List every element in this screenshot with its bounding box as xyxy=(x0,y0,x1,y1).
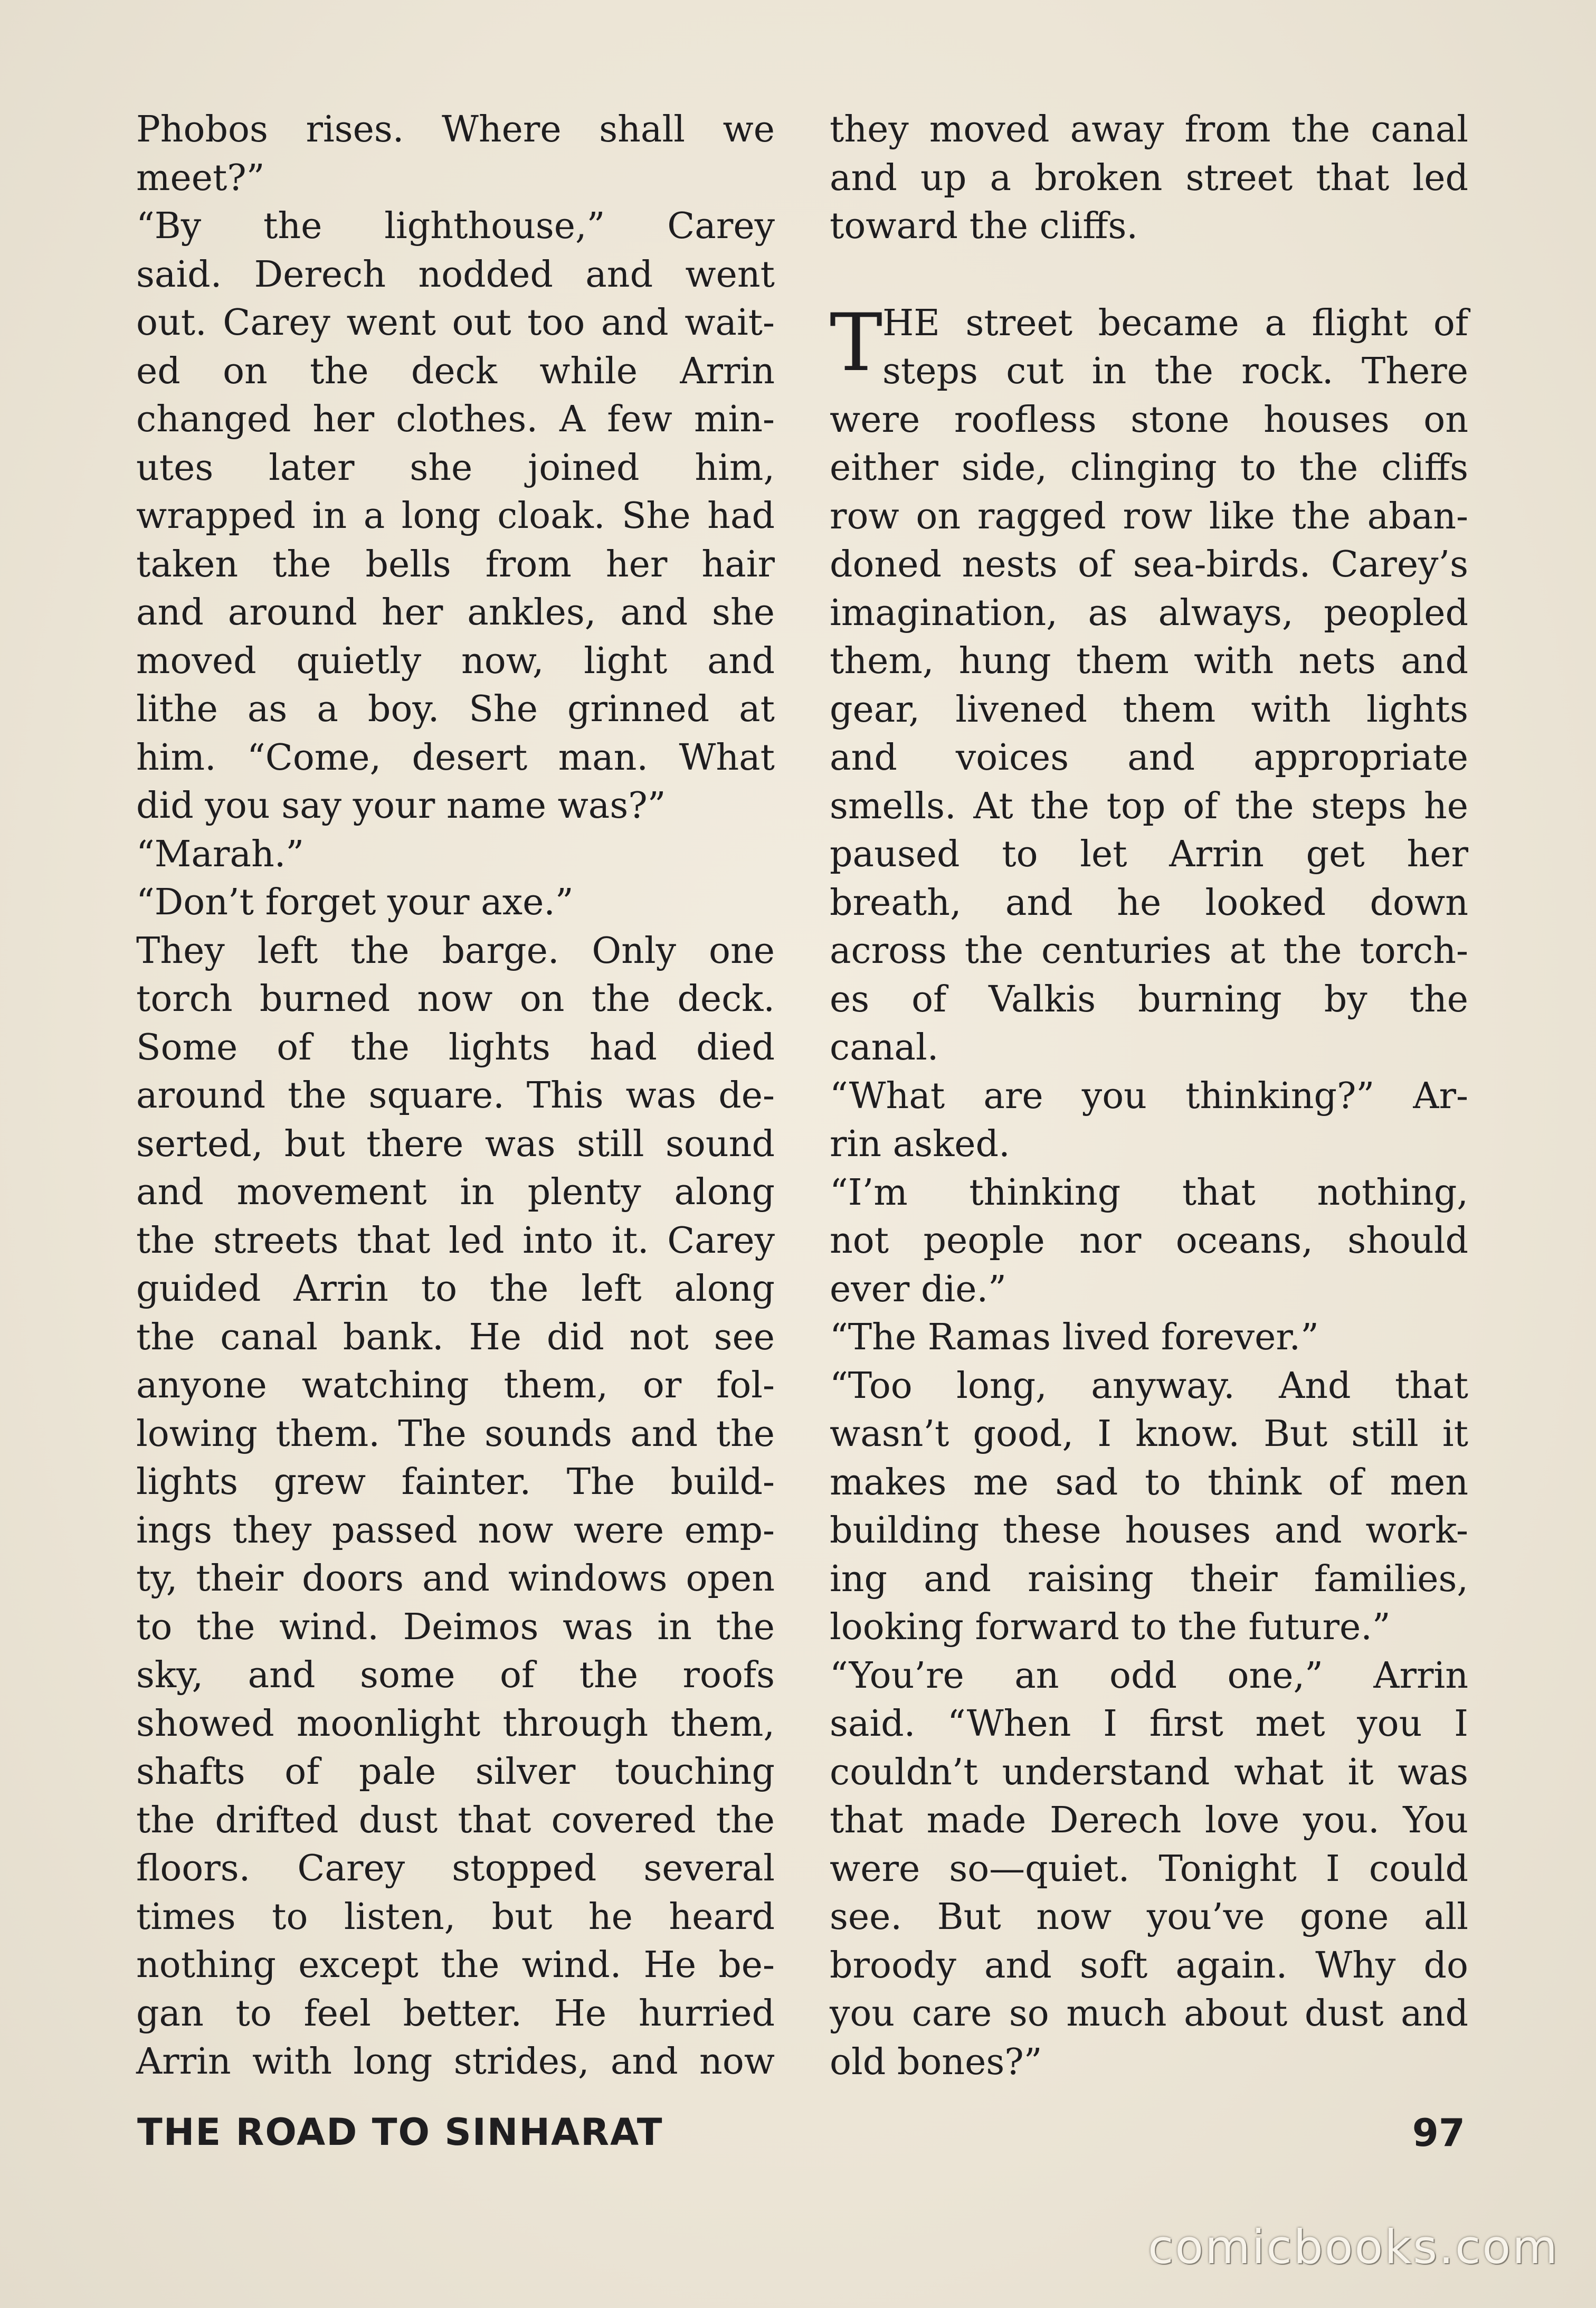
text-line: “I’m thinking that nothing, xyxy=(830,1171,1468,1214)
text-line: were so—quiet. Tonight I could xyxy=(830,1848,1468,1890)
text-line: lowing them. The sounds and the xyxy=(136,1413,775,1455)
text-line: ty, their doors and windows open xyxy=(136,1558,775,1600)
text-line: meet?” xyxy=(136,157,265,199)
site-watermark: comicbooks.com xyxy=(1147,2220,1559,2274)
page-number: 97 xyxy=(1412,2111,1465,2155)
text-line: es of Valkis burning by the xyxy=(830,978,1468,1020)
text-line: out. Carey went out too and wait- xyxy=(136,302,775,344)
text-line: and voices and appropriate xyxy=(830,737,1468,779)
right-text-column xyxy=(830,106,1468,2086)
text-line: changed her clothes. A few min- xyxy=(136,399,775,440)
text-line: them, hung them with nets and xyxy=(830,640,1468,682)
dropcap-letter: T xyxy=(830,297,883,389)
text-line: not people nor oceans, should xyxy=(830,1220,1468,1262)
text-line: nothing except the wind. He be- xyxy=(136,1944,775,1986)
text-line: to the wind. Deimos was in the xyxy=(136,1606,775,1648)
text-line: the streets that led into it. Carey xyxy=(136,1219,775,1262)
text-line: imagination, as always, peopled xyxy=(830,592,1468,634)
text-line: you care so much about dust and xyxy=(830,1993,1468,2035)
text-line: lithe as a boy. She grinned at xyxy=(136,688,775,730)
text-line: “Marah.” xyxy=(136,833,305,875)
text-line: gear, livened them with lights xyxy=(830,688,1468,731)
text-line: torch burned now on the deck. xyxy=(136,978,775,1020)
text-line: gan to feel better. He hurried xyxy=(136,1992,775,2035)
text-line: were roofless stone houses on xyxy=(830,399,1468,441)
text-line: floors. Carey stopped several xyxy=(136,1848,775,1889)
text-line: times to listen, but he heard xyxy=(136,1896,775,1938)
text-line: anyone watching them, or fol- xyxy=(136,1365,775,1406)
paragraph-gap xyxy=(830,251,1468,299)
text-line: him. “Come, desert man. What xyxy=(136,736,775,779)
text-line: the canal bank. He did not see xyxy=(136,1316,775,1358)
text-line: across the centuries at the torch- xyxy=(830,930,1468,972)
text-line: moved quietly now, light and xyxy=(136,640,775,682)
text-line: makes me sad to think of men xyxy=(830,1461,1468,1503)
text-line: guided Arrin to the left along xyxy=(136,1268,775,1310)
text-line: shafts of pale silver touching xyxy=(136,1751,775,1793)
text-line: ing and raising their families, xyxy=(830,1558,1468,1600)
text-line: canal. xyxy=(830,1027,939,1068)
text-line: breath, and he looked down xyxy=(830,882,1468,924)
text-line: and movement in plenty along xyxy=(136,1171,775,1213)
text-line: see. But now you’ve gone all xyxy=(830,1896,1468,1938)
text-line: Some of the lights had died xyxy=(136,1026,775,1068)
text-line: rin asked. xyxy=(830,1123,1010,1165)
text-line: Phobos rises. Where shall we xyxy=(136,109,775,150)
text-line: couldn’t understand what it was xyxy=(830,1751,1468,1793)
text-line: they moved away from the canal xyxy=(830,109,1468,150)
text-line: They left the barge. Only one xyxy=(136,930,775,972)
text-line: said. Derech nodded and went xyxy=(136,253,775,296)
text-line: broody and soft again. Why do xyxy=(830,1944,1468,1987)
text-line: old bones?” xyxy=(830,2041,1042,2083)
text-line: utes later she joined him, xyxy=(136,447,775,489)
text-line: taken the bells from her hair xyxy=(136,543,775,585)
text-line: around the square. This was de- xyxy=(136,1075,775,1117)
text-line: building these houses and work- xyxy=(830,1510,1468,1552)
text-line: showed moonlight through them, xyxy=(136,1702,775,1745)
text-line: and up a broken street that led xyxy=(830,157,1468,199)
text-line: Arrin with long strides, and now xyxy=(136,2041,775,2083)
left-text-column xyxy=(136,106,775,2086)
text-line: and around her ankles, and she xyxy=(136,592,775,633)
text-line: looking forward to the future.” xyxy=(830,1606,1391,1648)
text-line: serted, but there was still sound xyxy=(136,1123,775,1165)
text-line: doned nests of sea-birds. Carey’s xyxy=(830,544,1468,585)
text-line: toward the cliffs. xyxy=(830,205,1138,247)
text-line: steps cut in the rock. There xyxy=(882,351,1468,392)
text-line: the drifted dust that covered the xyxy=(136,1799,775,1841)
text-line: HE street became a flight of xyxy=(882,302,1468,344)
text-line: did you say your name was?” xyxy=(136,785,666,827)
running-footer-title: THE ROAD TO SINHARAT xyxy=(137,2111,663,2154)
text-line: lights grew fainter. The build- xyxy=(136,1461,775,1503)
text-line: smells. At the top of the steps he xyxy=(830,785,1468,827)
text-line: row on ragged row like the aban- xyxy=(830,495,1468,537)
text-line: that made Derech love you. You xyxy=(830,1800,1468,1841)
text-line: either side, clinging to the cliffs xyxy=(830,447,1468,489)
text-line: “Don’t forget your axe.” xyxy=(136,882,574,923)
text-line: “The Ramas lived forever.” xyxy=(830,1317,1319,1358)
text-line: wasn’t good, I know. But still it xyxy=(830,1413,1468,1455)
text-line: sky, and some of the roofs xyxy=(136,1654,775,1696)
text-line: “Too long, anyway. And that xyxy=(830,1365,1468,1407)
text-line: ever die.” xyxy=(830,1268,1006,1310)
text-line: paused to let Arrin get her xyxy=(830,834,1468,875)
text-line: “By the lighthouse,” Carey xyxy=(136,205,775,247)
text-line: ed on the deck while Arrin xyxy=(136,350,775,392)
text-line: wrapped in a long cloak. She had xyxy=(136,495,775,537)
text-line: said. “When I first met you I xyxy=(830,1703,1468,1745)
text-line: “What are you thinking?” Ar- xyxy=(830,1075,1468,1117)
text-line: ings they passed now were emp- xyxy=(136,1509,775,1552)
text-line: “You’re an odd one,” Arrin xyxy=(830,1654,1468,1697)
